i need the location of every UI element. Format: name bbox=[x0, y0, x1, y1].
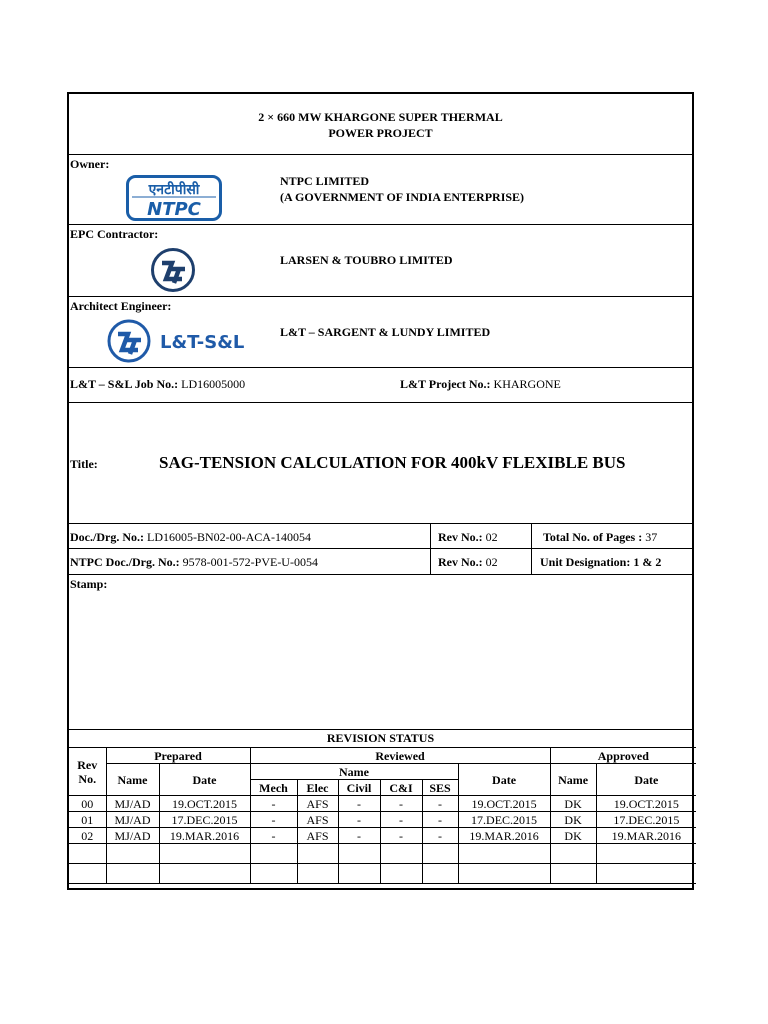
cover-sheet bbox=[67, 92, 694, 890]
table-cell: - bbox=[380, 812, 422, 828]
table-cell: - bbox=[250, 828, 297, 844]
reviewed-header: Reviewed bbox=[250, 748, 550, 764]
table-cell: - bbox=[380, 828, 422, 844]
reviewed-date-header: Date bbox=[458, 764, 550, 796]
table-row bbox=[69, 864, 696, 884]
table-cell bbox=[338, 844, 380, 864]
table-cell: - bbox=[250, 796, 297, 812]
table-cell: - bbox=[422, 812, 458, 828]
reviewed-name-header: Name bbox=[250, 764, 458, 780]
owner-section bbox=[69, 155, 692, 225]
table-cell: - bbox=[422, 796, 458, 812]
doc-number-row bbox=[69, 524, 692, 549]
job-section bbox=[69, 368, 692, 403]
table-cell: MJ/AD bbox=[106, 812, 159, 828]
stamp-label: Stamp: bbox=[70, 577, 108, 591]
lt-sl-logo-text: L&T-S&L bbox=[160, 332, 245, 353]
table-cell: 01 bbox=[69, 812, 106, 828]
epc-section bbox=[69, 225, 692, 297]
table-cell bbox=[106, 844, 159, 864]
table-cell bbox=[596, 844, 696, 864]
table-cell bbox=[69, 864, 106, 884]
table-row bbox=[69, 828, 696, 844]
project-title-line1: 2 × 660 MW KHARGONE SUPER THERMAL bbox=[258, 110, 503, 124]
table-cell: 00 bbox=[69, 796, 106, 812]
table-cell: - bbox=[250, 812, 297, 828]
ntpc-logo-hindi: एनटीपीसी bbox=[148, 182, 200, 198]
revision-status-title: REVISION STATUS bbox=[69, 730, 692, 748]
lt-sl-logo bbox=[107, 319, 247, 363]
project-title-line2: POWER PROJECT bbox=[328, 126, 433, 140]
table-cell bbox=[596, 864, 696, 884]
table-cell: DK bbox=[550, 796, 596, 812]
revision-table bbox=[69, 747, 696, 884]
prepared-date-header: Date bbox=[159, 764, 250, 796]
owner-subtitle: (A GOVERNMENT OF INDIA ENTERPRISE) bbox=[280, 190, 525, 204]
table-cell: AFS bbox=[297, 796, 338, 812]
ntpc-logo-text: NTPC bbox=[147, 199, 201, 220]
rev2-no-value: 02 bbox=[485, 555, 498, 569]
approved-date-header: Date bbox=[596, 764, 696, 796]
rev-no-header: Rev No. bbox=[69, 748, 106, 796]
rev-no-value: 02 bbox=[485, 530, 498, 544]
prepared-name-header: Name bbox=[106, 764, 159, 796]
discipline-header: Civil bbox=[338, 780, 380, 796]
table-cell: AFS bbox=[297, 812, 338, 828]
table-cell bbox=[250, 844, 297, 864]
table-cell bbox=[550, 864, 596, 884]
table-row bbox=[69, 796, 696, 812]
table-cell bbox=[338, 864, 380, 884]
table-cell: - bbox=[422, 828, 458, 844]
epc-label: EPC Contractor: bbox=[70, 227, 159, 241]
table-cell: AFS bbox=[297, 828, 338, 844]
table-cell bbox=[69, 844, 106, 864]
table-cell: 19.OCT.2015 bbox=[458, 796, 550, 812]
architect-name: L&T – SARGENT & LUNDY LIMITED bbox=[280, 325, 491, 339]
table-cell bbox=[297, 864, 338, 884]
table-cell bbox=[458, 864, 550, 884]
stamp-section bbox=[69, 575, 692, 730]
table-cell bbox=[550, 844, 596, 864]
table-cell bbox=[250, 864, 297, 884]
table-cell: 17.DEC.2015 bbox=[458, 812, 550, 828]
table-cell: 19.OCT.2015 bbox=[159, 796, 250, 812]
discipline-header: Mech bbox=[250, 780, 297, 796]
discipline-header: Elec bbox=[297, 780, 338, 796]
total-pages-label: Total No. of Pages : bbox=[543, 530, 643, 544]
table-cell: 19.MAR.2016 bbox=[159, 828, 250, 844]
project-no-value: KHARGONE bbox=[493, 377, 561, 391]
lt-logo bbox=[150, 247, 196, 293]
table-cell: DK bbox=[550, 812, 596, 828]
ntpc-doc-value: 9578-001-572-PVE-U-0054 bbox=[182, 555, 318, 569]
job-no-label: L&T – S&L Job No.: bbox=[70, 377, 179, 391]
unit-designation: Unit Designation: 1 & 2 bbox=[540, 555, 662, 569]
table-cell bbox=[106, 864, 159, 884]
table-cell bbox=[422, 864, 458, 884]
job-no-value: LD16005000 bbox=[181, 377, 246, 391]
architect-label: Architect Engineer: bbox=[70, 299, 172, 313]
owner-label: Owner: bbox=[70, 157, 110, 171]
total-pages-value: 37 bbox=[645, 530, 658, 544]
ntpc-doc-row bbox=[69, 549, 692, 575]
table-cell: - bbox=[338, 796, 380, 812]
table-row bbox=[69, 812, 696, 828]
table-cell: 17.DEC.2015 bbox=[596, 812, 696, 828]
table-cell: DK bbox=[550, 828, 596, 844]
table-cell: 19.MAR.2016 bbox=[596, 828, 696, 844]
rev-no-label: Rev No.: bbox=[438, 530, 483, 544]
table-cell: - bbox=[338, 828, 380, 844]
table-cell: 19.OCT.2015 bbox=[596, 796, 696, 812]
table-row bbox=[69, 844, 696, 864]
table-cell: 17.DEC.2015 bbox=[159, 812, 250, 828]
title-label: Title: bbox=[70, 457, 98, 471]
epc-name: LARSEN & TOUBRO LIMITED bbox=[280, 253, 453, 267]
revision-rows bbox=[69, 796, 696, 884]
table-cell: MJ/AD bbox=[106, 796, 159, 812]
title-section bbox=[69, 403, 692, 524]
ntpc-doc-label: NTPC Doc./Drg. No.: bbox=[70, 555, 180, 569]
discipline-header: SES bbox=[422, 780, 458, 796]
project-header bbox=[69, 94, 692, 155]
table-cell bbox=[422, 844, 458, 864]
table-cell: MJ/AD bbox=[106, 828, 159, 844]
table-cell bbox=[159, 844, 250, 864]
table-cell bbox=[159, 864, 250, 884]
document-title: SAG-TENSION CALCULATION FOR 400kV FLEXIBLE BUS bbox=[159, 453, 626, 472]
table-cell: - bbox=[380, 796, 422, 812]
table-cell bbox=[380, 844, 422, 864]
discipline-header: C&I bbox=[380, 780, 422, 796]
table-cell bbox=[297, 844, 338, 864]
approved-header: Approved bbox=[550, 748, 696, 764]
project-no-label: L&T Project No.: bbox=[400, 377, 491, 391]
table-cell bbox=[458, 844, 550, 864]
prepared-header: Prepared bbox=[106, 748, 250, 764]
ntpc-logo bbox=[126, 175, 222, 221]
rev2-no-label: Rev No.: bbox=[438, 555, 483, 569]
approved-name-header: Name bbox=[550, 764, 596, 796]
table-cell: - bbox=[338, 812, 380, 828]
table-cell: 02 bbox=[69, 828, 106, 844]
table-cell bbox=[380, 864, 422, 884]
doc-no-label: Doc./Drg. No.: bbox=[70, 530, 144, 544]
revision-section bbox=[69, 730, 692, 890]
table-cell: 19.MAR.2016 bbox=[458, 828, 550, 844]
architect-section bbox=[69, 297, 692, 368]
owner-name: NTPC LIMITED bbox=[280, 174, 370, 188]
doc-no-value: LD16005-BN02-00-ACA-140054 bbox=[146, 530, 311, 544]
